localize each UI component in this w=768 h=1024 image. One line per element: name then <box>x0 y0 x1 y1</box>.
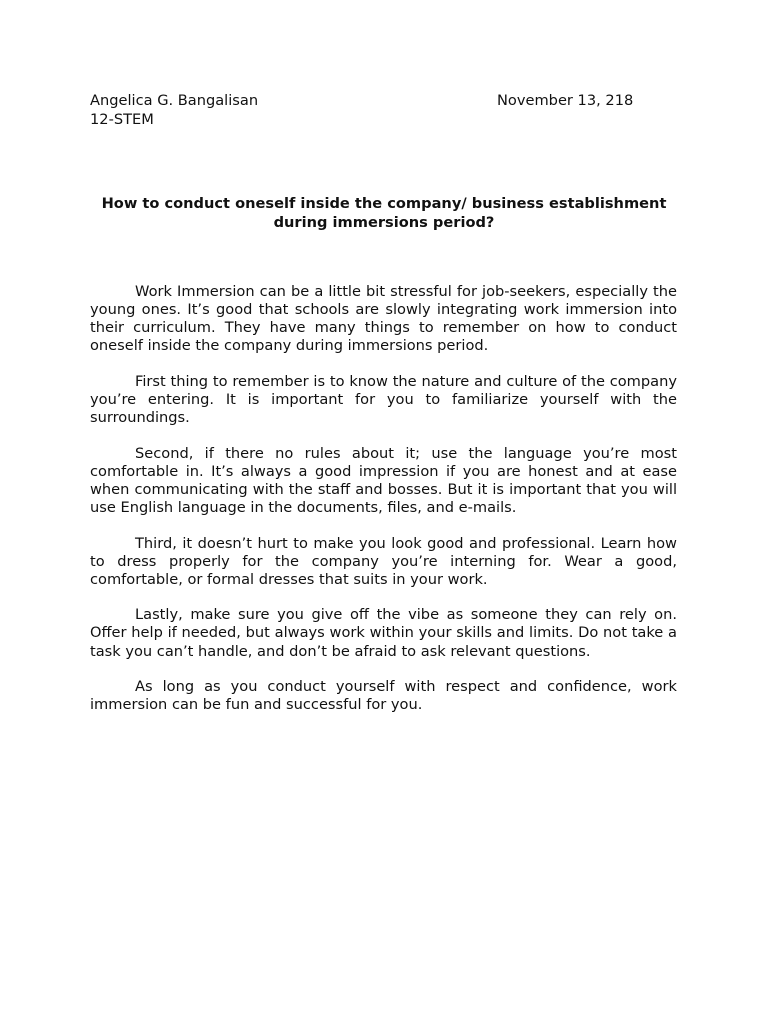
body-paragraph: Third, it doesn’t hurt to make you look good and professional. Learn how to dress properly for the company you’re interning for. Wear a good, comfortable, or formal dresses that suits in your work. <box>90 534 677 588</box>
body-paragraph: Work Immersion can be a little bit stressful for job-seekers, especially the young ones. It’s good that schools are slowly integrating work immersion into their curriculum. They have many things to remember on how to conduct oneself inside the company during immersions period. <box>90 283 677 355</box>
essay-title-line: during immersions period? <box>273 213 495 231</box>
author-section: 12-STEM <box>90 111 154 128</box>
essay-body <box>90 283 677 732</box>
body-paragraph: Second, if there no rules about it; use the language you’re most comfortable in. It’s always a good impression if you are honest and at ease when communicating with the staff and bosses. But it is important that you will use English language in the documents, files, and e-mails. <box>90 444 677 516</box>
author-name: Angelica G. Bangalisan <box>90 92 259 109</box>
body-paragraph: Lastly, make sure you give off the vibe as someone they can rely on. Offer help if needed, but always work within your skills and limits. Do not take a task you can’t handle, and don’t be afraid to ask relevant questions. <box>90 606 677 660</box>
essay-title-line: How to conduct oneself inside the company/ business establishment <box>101 195 667 212</box>
document-date: November 13, 218 <box>497 92 634 109</box>
body-paragraph: First thing to remember is to know the nature and culture of the company you’re entering. It is important for you to familiarize yourself with the surroundings. <box>90 372 677 427</box>
body-paragraph: As long as you conduct yourself with respect and confidence, work immersion can be fun and successful for you. <box>90 678 677 714</box>
essay-title <box>90 195 678 232</box>
